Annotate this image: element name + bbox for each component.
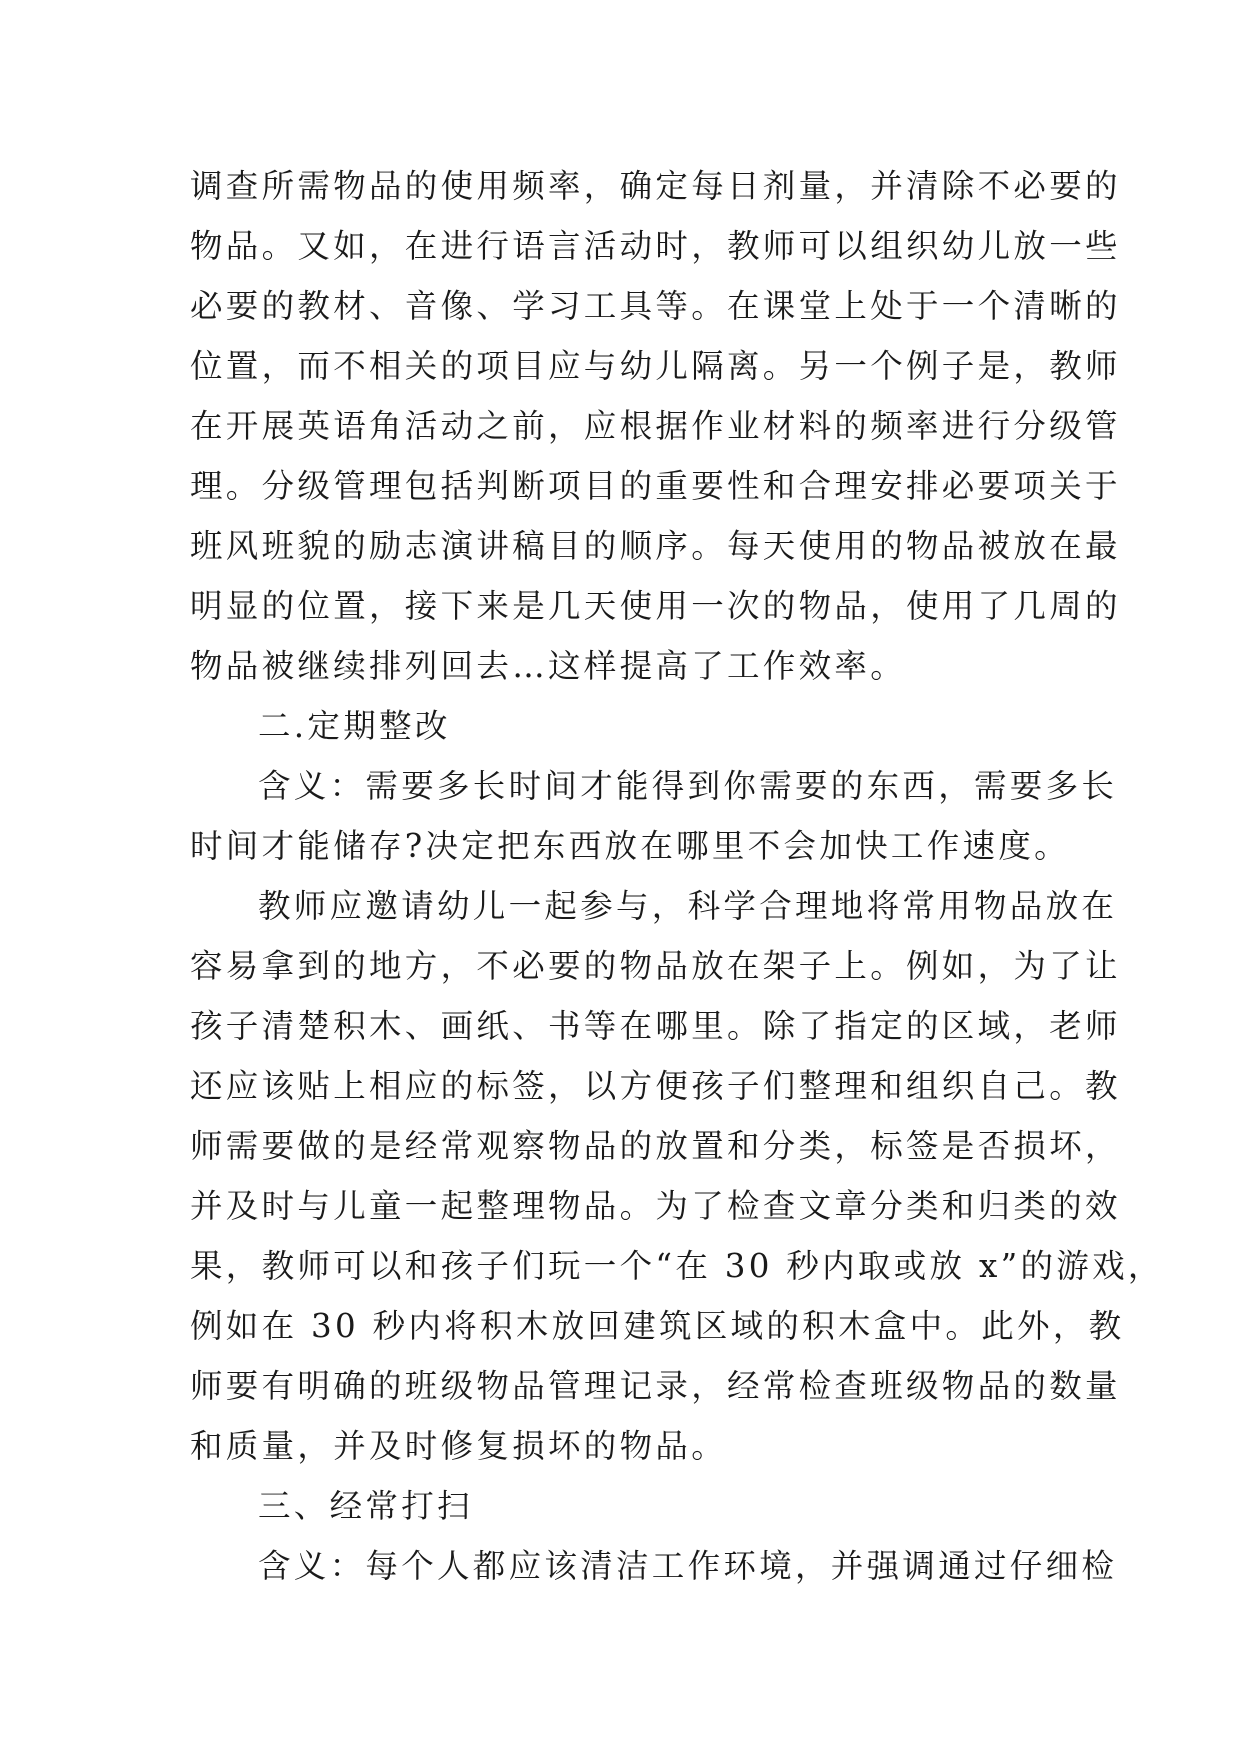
paragraph-line: 师要有明确的班级物品管理记录，经常检查班级物品的数量 — [190, 1367, 1121, 1405]
paragraph-line: 并及时与儿童一起整理物品。为了检查文章分类和归类的效 — [190, 1187, 1121, 1225]
paragraph-line: 物品被继续排列回去…这样提高了工作效率。 — [190, 647, 907, 685]
paragraph-line: 明显的位置，接下来是几天使用一次的物品，使用了几周的 — [190, 587, 1121, 625]
paragraph-line: 含义：需要多长时间才能得到你需要的东西，需要多长 — [258, 767, 1118, 805]
paragraph-line: 容易拿到的地方，不必要的物品放在架子上。例如，为了让 — [190, 947, 1121, 985]
paragraph-line: 例如在 30 秒内将积木放回建筑区域的积木盒中。此外，教 — [190, 1307, 1125, 1345]
paragraph-line: 调查所需物品的使用频率，确定每日剂量，并清除不必要的 — [190, 167, 1121, 205]
paragraph-line: 和质量，并及时修复损坏的物品。 — [190, 1427, 728, 1465]
paragraph-line: 师需要做的是经常观察物品的放置和分类，标签是否损坏， — [190, 1127, 1121, 1165]
paragraph-line: 含义：每个人都应该清洁工作环境，并强调通过仔细检 — [258, 1547, 1118, 1585]
section-heading: 三、经常打扫 — [258, 1487, 473, 1525]
paragraph-line: 物品。又如，在进行语言活动时，教师可以组织幼儿放一些 — [190, 227, 1121, 265]
paragraph-line: 时间才能储存?决定把东西放在哪里不会加快工作速度。 — [190, 827, 1070, 865]
paragraph-line: 孩子清楚积木、画纸、书等在哪里。除了指定的区域，老师 — [190, 1007, 1121, 1045]
section-heading: 二.定期整改 — [258, 707, 451, 745]
paragraph-line: 必要的教材、音像、学习工具等。在课堂上处于一个清晰的 — [190, 287, 1121, 325]
paragraph-line: 在开展英语角活动之前，应根据作业材料的频率进行分级管 — [190, 407, 1121, 445]
paragraph-line: 还应该贴上相应的标签，以方便孩子们整理和组织自己。教 — [190, 1067, 1121, 1105]
paragraph-line: 位置，而不相关的项目应与幼儿隔离。另一个例子是，教师 — [190, 347, 1121, 385]
paragraph-line: 教师应邀请幼儿一起参与，科学合理地将常用物品放在 — [258, 887, 1118, 925]
document-body — [190, 156, 1164, 1596]
paragraph-line: 班风班貌的励志演讲稿目的顺序。每天使用的物品被放在最 — [190, 527, 1121, 565]
paragraph-line: 理。分级管理包括判断项目的重要性和合理安排必要项关于 — [190, 467, 1121, 505]
paragraph-line: 果，教师可以和孩子们玩一个“在 30 秒内取或放 x”的游戏， — [190, 1247, 1164, 1285]
